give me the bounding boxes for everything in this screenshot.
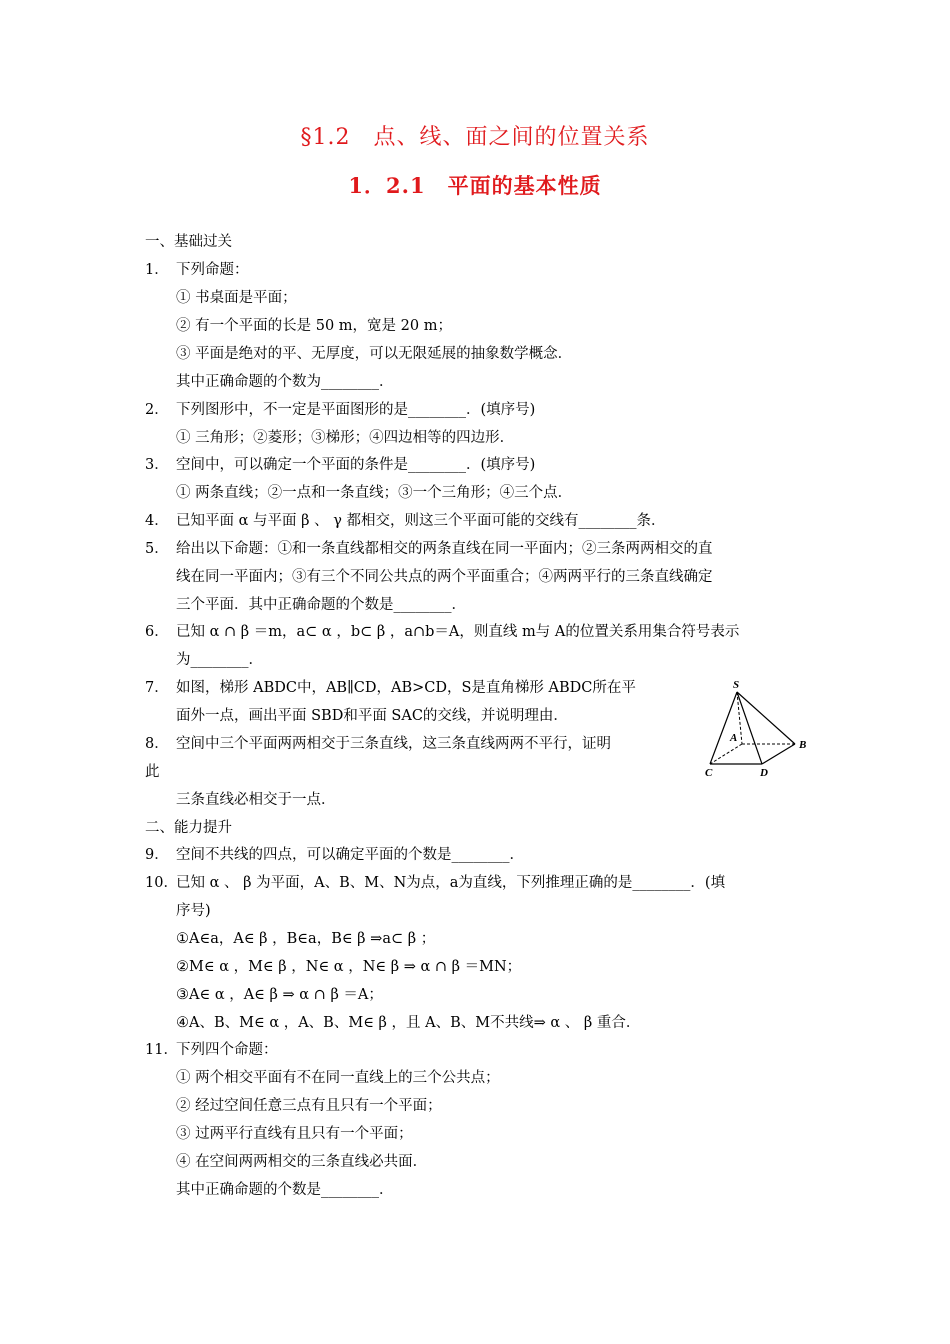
option: ④A、B、M∈ α ，A、B、M∈ β ，且 A、B、M不共线⇒ α 、 β 重合．	[176, 1015, 641, 1031]
problem-number: 4．	[145, 513, 169, 529]
option: ③ 过两平行直线有且只有一个平面；	[176, 1126, 413, 1142]
problem-number: 7．	[145, 680, 169, 696]
problem-number: 6．	[145, 624, 169, 640]
label-c: C	[705, 767, 713, 779]
problem-stem: 下列四个命题：	[176, 1042, 278, 1058]
problem-1	[145, 260, 249, 280]
option: ② 有一个平面的长是 50 m，宽是 20 m；	[176, 318, 452, 334]
option: ①A∈a，A∈ β ，B∈a，B∈ β ⇒a⊂ β ；	[176, 931, 436, 947]
label-s: S	[733, 679, 740, 691]
problem-stem: 已知 α 、 β 为平面，A、B、M、N为点，a为直线，下列推理正确的是________．(填	[176, 875, 726, 891]
problem-number: 2．	[145, 402, 169, 418]
edge-db	[762, 744, 795, 764]
problem-stem: 已知 α ∩ β ＝m，a⊂ α ，b⊂ β ，a∩b＝A，则直线 m与 A的位置关系用集合符号表示	[176, 624, 740, 640]
label-d: D	[760, 767, 768, 779]
option: ① 两个相交平面有不在同一直线上的三个公共点；	[176, 1070, 500, 1086]
problem-4	[145, 511, 666, 531]
option: ③ 平面是绝对的平、无厚度，可以无限延展的抽象数学概念．	[176, 346, 573, 362]
question-ask: 其中正确命题的个数是________．	[176, 1182, 394, 1198]
problem-stem-cont: 为________．	[176, 652, 263, 668]
option: ② 经过空间任意三点有且只有一个平面；	[176, 1098, 442, 1114]
problem-stem: 下列命题：	[176, 262, 249, 278]
option-list: ① 三角形；②菱形；③梯形；④四边相等的四边形．	[176, 430, 515, 446]
problem-number: 11．	[145, 1042, 178, 1058]
section-advanced: 二、能力提升	[145, 820, 232, 836]
problem-5	[145, 539, 713, 559]
problem-stem: 已知平面 α 与平面 β 、 γ 都相交，则这三个平面可能的交线有________条．	[176, 513, 666, 529]
problem-number: 5．	[145, 541, 169, 557]
edge-sc	[710, 692, 737, 764]
option: ②M∈ α ，M∈ β ，N∈ α ，N∈ β ⇒ α ∩ β ＝MN；	[176, 959, 522, 975]
problem-stem: 空间中，可以确定一个平面的条件是________．(填序号)	[176, 457, 536, 473]
problem-stem: 空间中三个平面两两相交于三条直线，这三条直线两两不平行，证明	[176, 736, 611, 752]
option: ① 书桌面是平面；	[176, 290, 297, 306]
problem-stem-cont: 序号)	[176, 903, 211, 919]
problem-6	[145, 622, 739, 642]
label-b: B	[799, 739, 807, 751]
problem-stem: 下列图形中，不一定是平面图形的是________．(填序号)	[176, 402, 536, 418]
problem-stem-cont: 三个平面．其中正确命题的个数是________．	[176, 597, 466, 613]
problem-11	[145, 1040, 278, 1060]
page-subtitle: 1．2.1 平面的基本性质	[348, 173, 602, 198]
problem-number: 1．	[145, 262, 169, 278]
problem-10	[145, 873, 725, 893]
problem-stem-wrap: 此	[145, 764, 160, 780]
problem-stem: 空间不共线的四点，可以确定平面的个数是________．	[176, 847, 524, 863]
section-basic: 一、基础过关	[145, 234, 232, 250]
problem-stem-cont: 面外一点，画出平面 SBD和平面 SAC的交线，并说明理由．	[176, 708, 568, 724]
problem-stem-cont: 线在同一平面内；③有三个不同公共点的两个平面重合；④两两平行的三条直线确定	[176, 569, 713, 585]
problem-stem-cont: 三条直线必相交于一点．	[176, 792, 336, 808]
problem-stem: 如图，梯形 ABDC中，AB∥CD，AB>CD，S是直角梯形 ABDC所在平	[176, 680, 636, 696]
label-a: A	[730, 732, 738, 744]
problem-7	[145, 678, 636, 698]
problem-number: 8．	[145, 736, 169, 752]
option: ③A∈ α ，A∈ β ⇒ α ∩ β ＝A；	[176, 987, 383, 1003]
option: ④ 在空间两两相交的三条直线必共面．	[176, 1154, 428, 1170]
question-ask: 其中正确命题的个数为________．	[176, 374, 394, 390]
problem-2	[145, 400, 535, 420]
page-title: §1.2 点、线、面之间的位置关系	[300, 125, 650, 150]
edge-ac-hidden	[710, 744, 742, 764]
problem-number: 3．	[145, 457, 169, 473]
option-list: ① 两条直线；②一点和一条直线；③一个三角形；④三个点．	[176, 485, 573, 501]
problem-9	[145, 845, 524, 865]
problem-number: 10．	[145, 875, 178, 891]
pyramid-figure	[700, 675, 820, 785]
problem-number: 9．	[145, 847, 169, 863]
problem-stem: 给出以下命题：①和一条直线都相交的两条直线在同一平面内；②三条两两相交的直	[176, 541, 713, 557]
problem-8	[145, 734, 611, 754]
problem-3	[145, 455, 535, 475]
